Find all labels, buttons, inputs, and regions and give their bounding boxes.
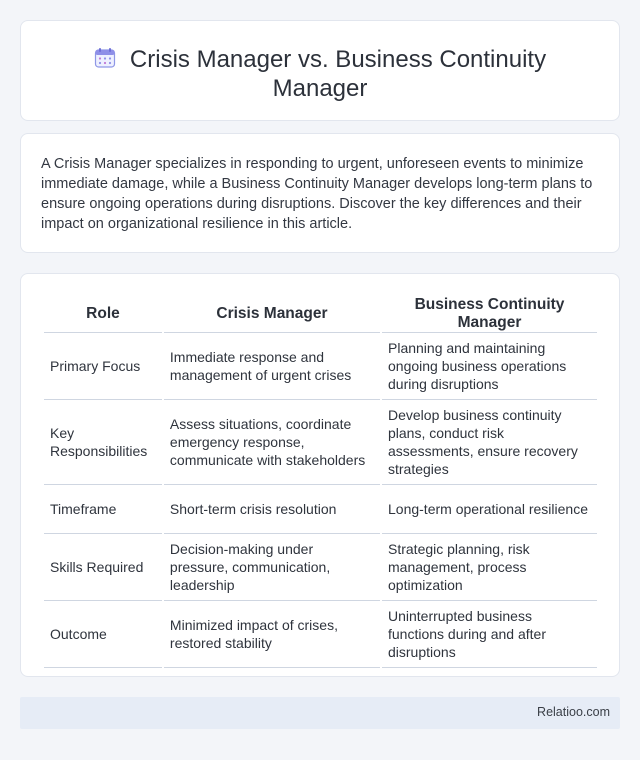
row-label: Timeframe bbox=[44, 485, 162, 534]
header-business-continuity-manager: Business Continuity Manager bbox=[382, 296, 597, 333]
table-row bbox=[44, 333, 597, 400]
calendar-icon bbox=[94, 47, 116, 69]
header-role: Role bbox=[44, 296, 162, 333]
crisis-manager-cell: Short-term crisis resolution bbox=[164, 485, 380, 534]
table-header-row bbox=[44, 296, 597, 333]
row-label: Primary Focus bbox=[44, 333, 162, 400]
footer-bar bbox=[20, 697, 620, 729]
footer-brand: Relatioo.com bbox=[537, 705, 610, 719]
crisis-manager-cell: Immediate response and management of urgent crises bbox=[164, 333, 380, 400]
continuity-manager-cell: Strategic planning, risk management, process optimization bbox=[382, 534, 597, 601]
title-wrap bbox=[21, 45, 619, 103]
row-label: Key Responsibilities bbox=[44, 400, 162, 485]
row-label: Outcome bbox=[44, 601, 162, 668]
crisis-manager-cell: Minimized impact of crises, restored stability bbox=[164, 601, 380, 668]
header-crisis-manager: Crisis Manager bbox=[164, 296, 380, 333]
page-title bbox=[85, 45, 555, 103]
table-row bbox=[44, 601, 597, 668]
table-row bbox=[44, 400, 597, 485]
continuity-manager-cell: Uninterrupted business functions during and after disruptions bbox=[382, 601, 597, 668]
comparison-table bbox=[42, 296, 599, 668]
continuity-manager-cell: Develop business continuity plans, conduct risk assessments, ensure recovery strategies bbox=[382, 400, 597, 485]
page-title-text: Crisis Manager vs. Business Continuity Manager bbox=[129, 46, 547, 102]
intro-paragraph: A Crisis Manager specializes in responding to urgent, unforeseen events to minimize immediate damage, while a Business Continuity Manager develops long-term plans to ensure ongoing operations during disruptions. Discover the key differences and their impact on organizational resilience in this article. bbox=[41, 156, 593, 232]
continuity-manager-cell: Long-term operational resilience bbox=[382, 485, 597, 534]
continuity-manager-cell: Planning and maintaining ongoing business operations during disruptions bbox=[382, 333, 597, 400]
crisis-manager-cell: Assess situations, coordinate emergency response, communicate with stakeholders bbox=[164, 400, 380, 485]
table-row bbox=[44, 534, 597, 601]
table-row bbox=[44, 485, 597, 534]
crisis-manager-cell: Decision-making under pressure, communication, leadership bbox=[164, 534, 380, 601]
intro-card bbox=[20, 133, 620, 253]
row-label: Skills Required bbox=[44, 534, 162, 601]
comparison-table-card bbox=[20, 273, 620, 677]
title-card bbox=[20, 20, 620, 121]
